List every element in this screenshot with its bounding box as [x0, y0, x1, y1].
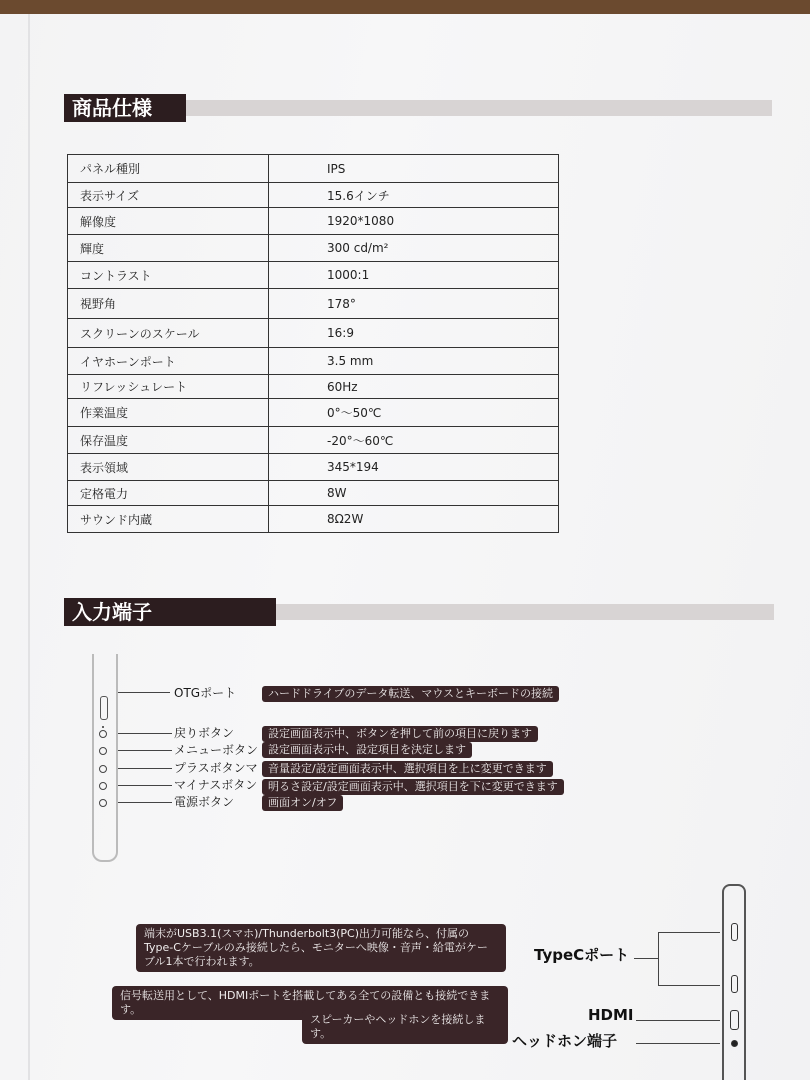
spec-label: コントラスト: [68, 262, 269, 289]
spec-row: [68, 375, 559, 399]
spec-value: -20°～60℃: [269, 427, 559, 454]
minus-desc: 明るさ設定/設定画面表示中、選択項目を下に変更できます: [262, 779, 564, 795]
input-title: 入力端子: [64, 598, 276, 626]
spec-label: 定格電力: [68, 481, 269, 506]
spec-row: [68, 399, 559, 427]
hdmi-leader: [636, 1020, 720, 1021]
minus-leader: [118, 785, 172, 786]
spec-value: 8Ω2W: [269, 506, 559, 533]
page-edge: [28, 14, 30, 1080]
spec-value: 60Hz: [269, 375, 559, 399]
spec-row: [68, 481, 559, 506]
spec-label: スクリーンのスケール: [68, 319, 269, 348]
hdmi-port-label: HDMI: [588, 1006, 634, 1024]
typec-port-icon: [731, 975, 738, 993]
headphone-jack-icon: [731, 1040, 738, 1047]
menu-label: メニューボタン: [174, 743, 259, 757]
spec-row: [68, 262, 559, 289]
spec-label: 視野角: [68, 289, 269, 319]
headphone-port-label: ヘッドホン端子: [512, 1032, 618, 1050]
spec-value: 16:9: [269, 319, 559, 348]
spec-row: [68, 454, 559, 481]
hdmi-note: 信号転送用として、HDMIポートを搭載してある全ての設備とも接続できます。: [112, 986, 508, 1020]
minus-label: マイナスボタン: [174, 778, 258, 792]
minus-button-icon: [99, 782, 107, 790]
power-button-icon: [99, 799, 107, 807]
spec-value: 8W: [269, 481, 559, 506]
indicator-dot: [102, 726, 104, 728]
headphone-leader: [636, 1043, 720, 1044]
spec-row: [68, 427, 559, 454]
hdmi-port-icon: [730, 1010, 739, 1030]
spec-value: IPS: [269, 155, 559, 183]
typec-note: 端末がUSB3.1(スマホ)/Thunderbolt3(PC)出力可能なら、付属のType-Cケーブルのみ接続したら、モニターへ映像・音声・給電がケーブル1本で行われます。: [136, 924, 506, 972]
menu-leader: [118, 750, 172, 751]
spec-label: イヤホーンポート: [68, 348, 269, 375]
back-leader: [118, 733, 172, 734]
input-section-header: [64, 598, 774, 626]
spec-row: [68, 235, 559, 262]
spec-label: 作業温度: [68, 399, 269, 427]
typec-port-icon: [731, 923, 738, 941]
power-leader: [118, 802, 172, 803]
spec-row: [68, 208, 559, 235]
typec-leader: [634, 958, 658, 959]
menu-button-icon: [99, 747, 107, 755]
plus-desc: 音量設定/設定画面表示中、選択項目を上に変更できます: [262, 761, 553, 777]
manual-page: [0, 14, 810, 1080]
typec-leader-top: [658, 932, 720, 933]
menu-desc: 設定画面表示中、設定項目を決定します: [262, 742, 472, 758]
otg-label: OTGポート: [174, 686, 237, 700]
otg-desc: ハードドライブのデータ転送、マウスとキーボードの接続: [262, 686, 559, 702]
spec-value: 345*194: [269, 454, 559, 481]
typec-bracket: [658, 932, 659, 986]
spec-value: 15.6インチ: [269, 183, 559, 208]
spec-value: 300 cd/m²: [269, 235, 559, 262]
otg-port-icon: [100, 696, 108, 720]
spec-title: 商品仕様: [64, 94, 186, 122]
back-desc: 設定画面表示中、ボタンを押して前の項目に戻ります: [262, 726, 538, 742]
typec-leader-bottom: [658, 985, 720, 986]
spec-label: リフレッシュレート: [68, 375, 269, 399]
plus-label: プラスボタンマ: [174, 761, 258, 775]
spec-section-header: [64, 94, 772, 122]
spec-row: [68, 348, 559, 375]
spec-value: 0°～50℃: [269, 399, 559, 427]
spec-table: [67, 154, 559, 533]
spec-label: サウンド内蔵: [68, 506, 269, 533]
spec-row: [68, 289, 559, 319]
spec-label: 表示領域: [68, 454, 269, 481]
spec-row: [68, 506, 559, 533]
spec-label: 解像度: [68, 208, 269, 235]
spec-value: 1000:1: [269, 262, 559, 289]
back-label: 戻りボタン: [174, 726, 235, 740]
power-label: 電源ボタン: [174, 795, 235, 809]
otg-leader: [118, 692, 170, 693]
back-button-icon: [99, 730, 107, 738]
plus-leader: [118, 768, 172, 769]
spec-value: 178°: [269, 289, 559, 319]
spec-value: 3.5 mm: [269, 348, 559, 375]
plus-button-icon: [99, 765, 107, 773]
power-desc: 画面オン/オフ: [262, 795, 343, 811]
spec-row: [68, 319, 559, 348]
spec-label: 表示サイズ: [68, 183, 269, 208]
typec-port-label: TypeCポート: [534, 946, 630, 964]
monitor-side-panel: [92, 654, 118, 862]
spec-label: パネル種別: [68, 155, 269, 183]
spec-label: 保存温度: [68, 427, 269, 454]
spec-value: 1920*1080: [269, 208, 559, 235]
spec-label: 輝度: [68, 235, 269, 262]
headphone-note: スピーカーやヘッドホンを接続します。: [302, 1010, 508, 1044]
spec-row: [68, 183, 559, 208]
spec-row: [68, 155, 559, 183]
